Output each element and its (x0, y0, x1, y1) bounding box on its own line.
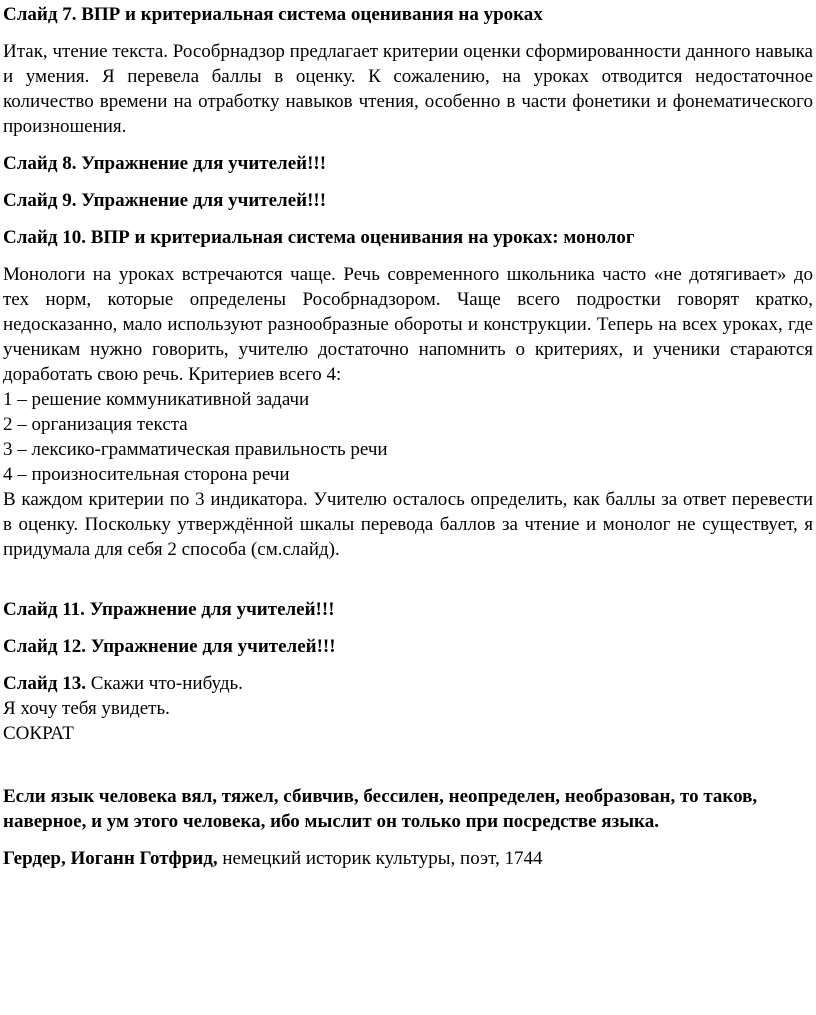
criterion-item: 1 – решение коммуникативной задачи (3, 389, 310, 410)
criterion-item: 2 – организация текста (3, 414, 188, 435)
slide-13-quote-line-2: Я хочу тебя увидеть. (3, 698, 170, 719)
herder-author-name: Гердер, Иоганн Готфрид, (3, 848, 218, 869)
slide-7-heading: Слайд 7. ВПР и критериальная система оценивания на уроках (3, 4, 543, 25)
criterion-item: 4 – произносительная сторона речи (3, 464, 290, 485)
slide-10-paragraph: Монологи на уроках встречаются чаще. Речь современного школьника часто «не дотягивает» до тех норм, которые определены Рособрнадзором. Чаще всего подростки говорят кратко, недосказанно, мало используют разнообразные обороты и конструкции. Теперь на всех уроках, где ученикам нужно говорить, учителю достаточно напомнить о критериях, и ученики стараются доработать свою речь. Критериев всего 4: (3, 264, 813, 385)
slide-13-quote-line-1: Скажи что-нибудь. (90, 673, 243, 694)
slide-13-block (3, 671, 813, 746)
slide-10-closing: В каждом критерии по 3 индикатора. Учителю осталось определить, как баллы за ответ перевести в оценку. Поскольку утверждённой шкалы перевода баллов за чтение и монолог не существует, я придумала для себя 2 способа (см.слайд). (3, 489, 813, 560)
slide-13-quote-author: СОКРАТ (3, 723, 74, 744)
herder-author-description: немецкий историк культуры, поэт, 1744 (217, 848, 543, 869)
slide-7-paragraph: Итак, чтение текста. Рособрнадзор предлагает критерии оценки сформированности данного навыка и умения. Я перевела баллы в оценку. К сожалению, на уроках отводится недостаточное количество времени на отработку навыков чтения, особенно в части фонетики и фонематического произношения. (3, 41, 813, 137)
slide-10-body (3, 262, 813, 562)
slide-8-heading: Слайд 8. Упражнение для учителей!!! (3, 153, 327, 174)
slide-9-heading: Слайд 9. Упражнение для учителей!!! (3, 190, 327, 211)
slide-12-heading: Слайд 12. Упражнение для учителей!!! (3, 636, 336, 657)
slide-13-label: Слайд 13. (3, 673, 86, 694)
herder-quote: Если язык человека вял, тяжел, сбивчив, бессилен, неопределен, необразован, то таков, наверное, и ум этого человека, ибо мыслит он только при посредстве языка. (3, 786, 758, 832)
slide-10-heading: Слайд 10. ВПР и критериальная система оценивания на уроках: монолог (3, 227, 635, 248)
slide-11-heading: Слайд 11. Упражнение для учителей!!! (3, 599, 335, 620)
criterion-item: 3 – лексико-грамматическая правильность речи (3, 439, 388, 460)
herder-attribution (3, 846, 813, 871)
slide-13-first-line (3, 671, 813, 696)
